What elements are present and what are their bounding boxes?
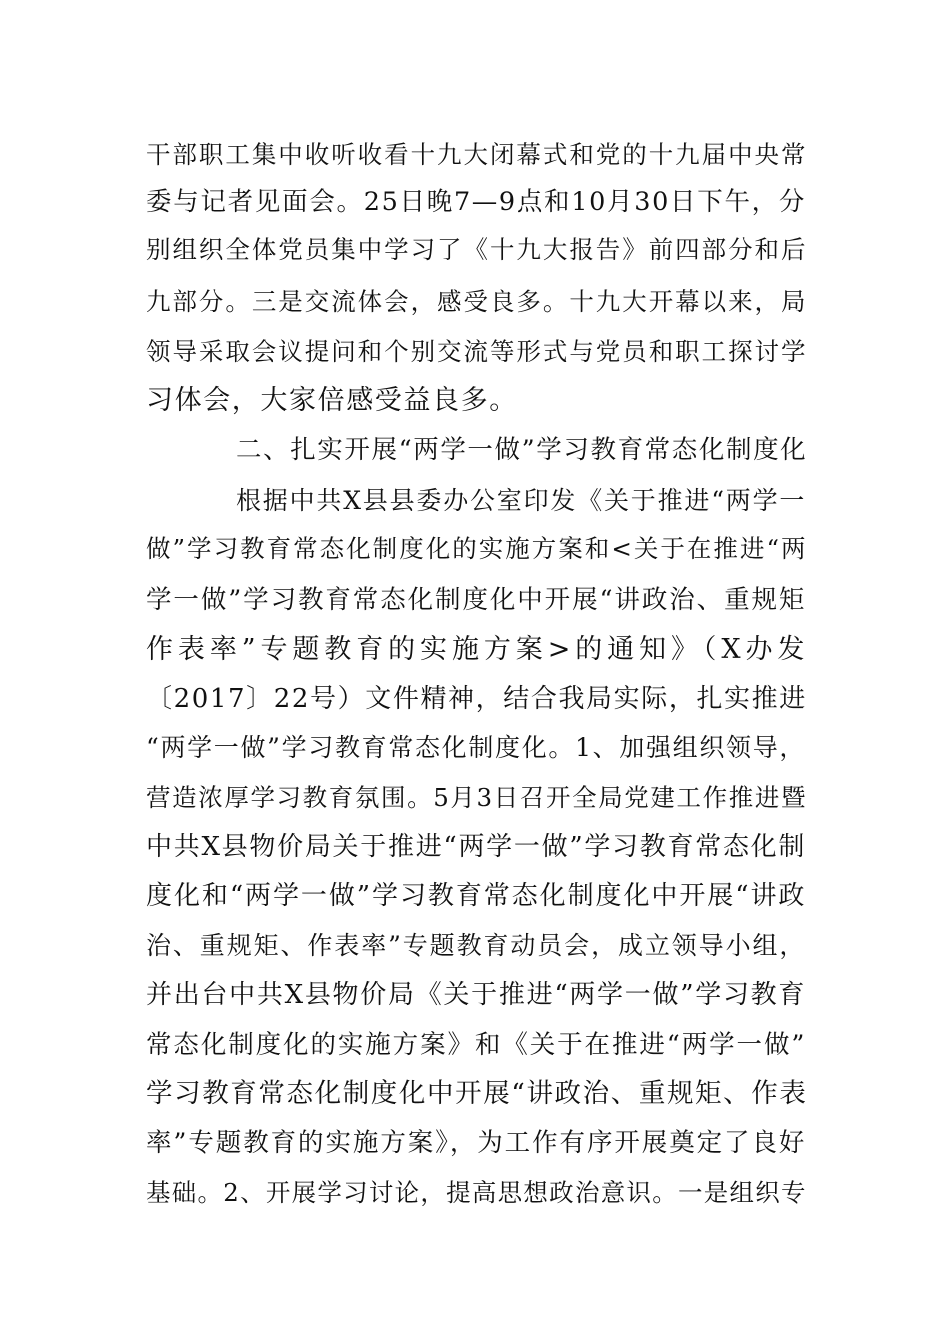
body-text-line: 领导采取会议提问和个别交流等形式与党员和职工探讨学 — [146, 337, 806, 366]
body-text-line: 习体会，大家倍感受益良多。 — [146, 385, 518, 416]
body-text-line: 作表率”专题教育的实施方案>的通知》（X办发 — [146, 634, 806, 665]
body-text-line: 九部分。三是交流体会，感受良多。十九大开幕以来，局 — [146, 287, 806, 316]
body-text-line: 别组织全体党员集中学习了《十九大报告》前四部分和后 — [146, 235, 806, 264]
section-heading: 二、扎实开展“两学一做”学习教育常态化制度化 — [236, 435, 808, 465]
body-text-line: 学一做”学习教育常态化制度化中开展“讲政治、重规矩 — [146, 585, 806, 615]
body-text-line: 基础。2、开展学习讨论，提高思想政治意识。一是组织专 — [146, 1178, 806, 1207]
body-text-line: 常态化制度化的实施方案》和《关于在推进“两学一做” — [146, 1030, 806, 1060]
body-text-line: 学习教育常态化制度化中开展“讲政治、重规矩、作表 — [146, 1078, 808, 1109]
body-text-line: 率”专题教育的实施方案》，为工作有序开展奠定了良好 — [146, 1128, 806, 1158]
body-text-line: 度化和“两学一做”学习教育常态化制度化中开展“讲政 — [146, 881, 806, 911]
body-text-line: 干部职工集中收听收看十九大闭幕式和党的十九届中央常 — [146, 140, 806, 169]
body-text-line: 并出台中共X县物价局《关于推进“两学一做”学习教育 — [146, 980, 806, 1010]
body-text-line: 做”学习教育常态化制度化的实施方案和<关于在推进“两 — [146, 534, 806, 563]
body-text-line: 中共X县物价局关于推进“两学一做”学习教育常态化制 — [146, 832, 806, 862]
body-text-line: 委与记者见面会。25日晚7—9点和10月30日下午，分 — [146, 187, 806, 217]
body-text-line: 〔2017〕22号）文件精神，结合我局实际，扎实推进 — [146, 684, 807, 714]
body-text-line: 治、重规矩、作表率”专题教育动员会，成立领导小组， — [146, 931, 806, 960]
body-text-line: “两学一做”学习教育常态化制度化。1、加强组织领导， — [146, 733, 806, 762]
body-text-line: 根据中共X县县委办公室印发《关于推进“两学一 — [236, 486, 806, 515]
body-text-line: 营造浓厚学习教育氛围。5月3日召开全局党建工作推进暨 — [146, 783, 806, 812]
